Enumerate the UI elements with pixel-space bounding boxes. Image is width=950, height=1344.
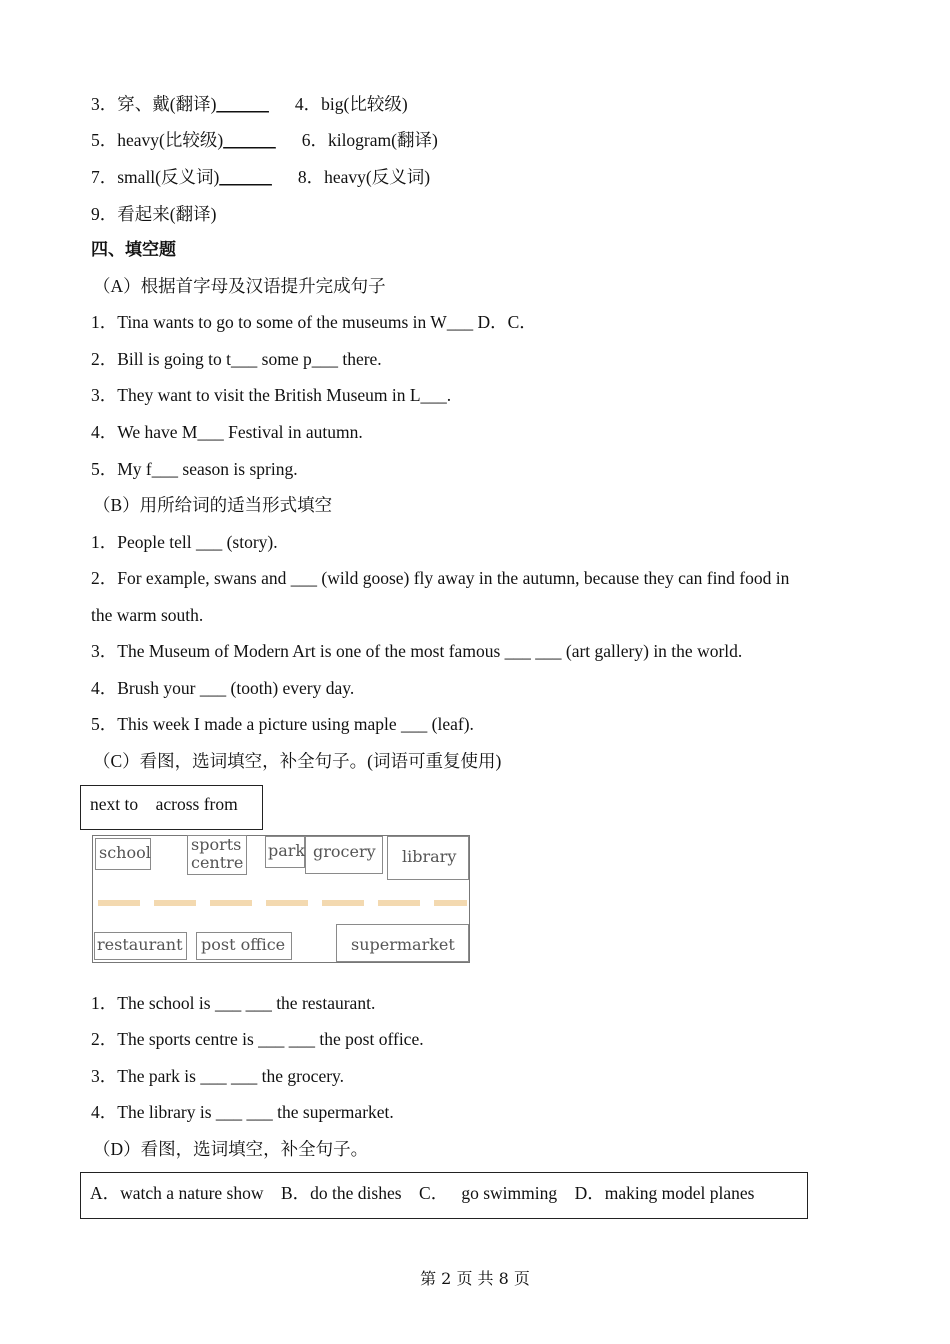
part-a-title: （A）根据首字母及汉语提升完成句子 [93, 276, 386, 296]
part-c-item-2: 2．The sports centre is ___ ___ the post office. [91, 1029, 424, 1049]
word-box [80, 785, 263, 830]
vocab-item-4: 4．big(比较级) [294, 94, 408, 114]
building-library: library [387, 836, 469, 880]
street-map [92, 835, 470, 963]
vocab-item-5: 5．heavy(比较级) [91, 130, 224, 150]
part-a-item-5: 5．My f___ season is spring. [91, 459, 298, 479]
building-post-office: post office [196, 932, 292, 960]
vocab-row-3 [91, 165, 430, 189]
vocab-item-7: 7．small(反义词) [91, 167, 220, 187]
vocab-item-6: 6．kilogram(翻译) [301, 130, 438, 150]
vocab-row-2 [91, 128, 438, 152]
part-b-item-1: 1．People tell ___ (story). [91, 532, 278, 552]
vocab-item-9: 9．看起来(翻译) [91, 204, 217, 224]
building-supermarket: supermarket [336, 924, 469, 962]
answer-blank: ______ [216, 94, 269, 114]
page-footer: 第 2 页 共 8 页 [420, 1269, 530, 1288]
vocab-row-1 [91, 92, 408, 116]
vocab-item-3: 3．穿、戴(翻译) [91, 94, 217, 114]
part-a-item-3: 3．They want to visit the British Museum in L___. [91, 385, 452, 405]
part-c-item-3: 3．The park is ___ ___ the grocery. [91, 1066, 345, 1086]
part-b-item-2-continued: the warm south. [91, 605, 204, 625]
options-text: A．watch a nature show B．do the dishes C． go swimming D．making model planes [90, 1183, 755, 1203]
building-restaurant: restaurant [94, 932, 187, 960]
part-c-item-1: 1．The school is ___ ___ the restaurant. [91, 993, 376, 1013]
answer-blank: ______ [223, 130, 276, 150]
building-grocery: grocery [305, 836, 383, 874]
road [98, 900, 467, 906]
part-b-item-2: 2．For example, swans and ___ (wild goose) fly away in the autumn, because they can find food in [91, 568, 790, 588]
building-school: school [95, 838, 151, 870]
part-c-item-4: 4．The library is ___ ___ the supermarket. [91, 1102, 394, 1122]
part-d-title: （D）看图，选词填空，补全句子。 [93, 1139, 369, 1159]
options-box [80, 1172, 808, 1219]
part-a-item-4: 4．We have M___ Festival in autumn. [91, 422, 363, 442]
part-b-item-4: 4．Brush your ___ (tooth) every day. [91, 678, 355, 698]
part-b-item-3: 3．The Museum of Modern Art is one of the most famous ___ ___ (art gallery) in the world. [91, 641, 743, 661]
part-b-title: （B）用所给词的适当形式填空 [93, 495, 333, 515]
part-b-item-5: 5．This week I made a picture using maple ___ (leaf). [91, 714, 474, 734]
answer-blank: ______ [219, 167, 272, 187]
section-heading: 四、填空题 [91, 240, 176, 260]
building-sports-centre: sports centre [187, 835, 247, 875]
word-box-text: next to across from [90, 794, 238, 814]
vocab-item-8: 8．heavy(反义词) [297, 167, 431, 187]
part-c-title: （C）看图，选词填空，补全句子。(词语可重复使用) [93, 751, 502, 771]
part-a-item-2: 2．Bill is going to t___ some p___ there. [91, 349, 382, 369]
part-a-item-1: 1．Tina wants to go to some of the museums in W___ D．C． [91, 312, 537, 332]
building-park: park [265, 836, 305, 868]
